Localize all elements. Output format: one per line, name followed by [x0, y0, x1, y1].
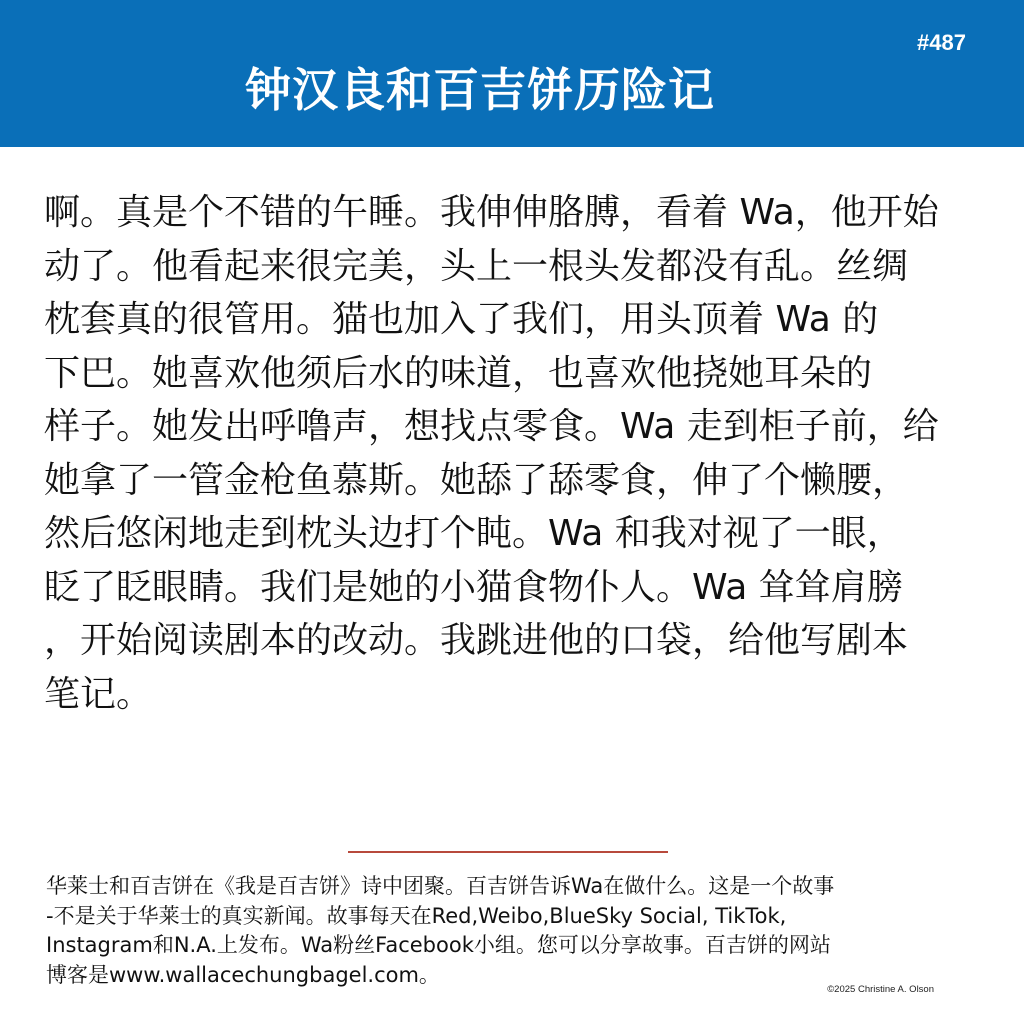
issue-number: #487 [917, 30, 966, 55]
page-title: 钟汉良和百吉饼历险记 [245, 63, 715, 117]
story-text: 啊。真是个不错的午睡。我伸伸胳膊，看着 Wa，他开始 动了。他看起来很完美，头上一根头发都没有乱。丝绸 枕套真的很管用。猫也加入了我们，用头顶着 Wa 的 下巴。她喜欢他须后水的味道，也喜欢他挠她耳朵的 样子。她发出呼噜声，想找点零食。Wa 走到柜子前，给 她拿了一管金枪鱼慕斯。她舔了舔零食，伸了个懒腰， 然后悠闲地走到枕头边打个盹。Wa 和我对视了一眼， 眨了眨眼睛。我们是她的小猫食物仆人。Wa 耸耸肩膀 ，开始阅读剧本的改动。我跳进他的口袋，给他写剧本 笔记。 [44, 192, 939, 715]
divider-line [348, 851, 668, 853]
footer-note: 华莱士和百吉饼在《我是百吉饼》诗中团聚。百吉饼告诉Wa在做什么。这是一个故事 -不是关于华莱士的真实新闻。故事每天在Red,Weibo,BlueSky Social, TikTok, Instagram和N.A.上发布。Wa粉丝Facebook小组。您可以分享故事。百吉饼的网站 博客是www.wallacechungbagel.com。 [46, 874, 835, 987]
header-banner [0, 0, 1024, 147]
copyright-notice: ©2025 Christine A. Olson [827, 984, 934, 995]
